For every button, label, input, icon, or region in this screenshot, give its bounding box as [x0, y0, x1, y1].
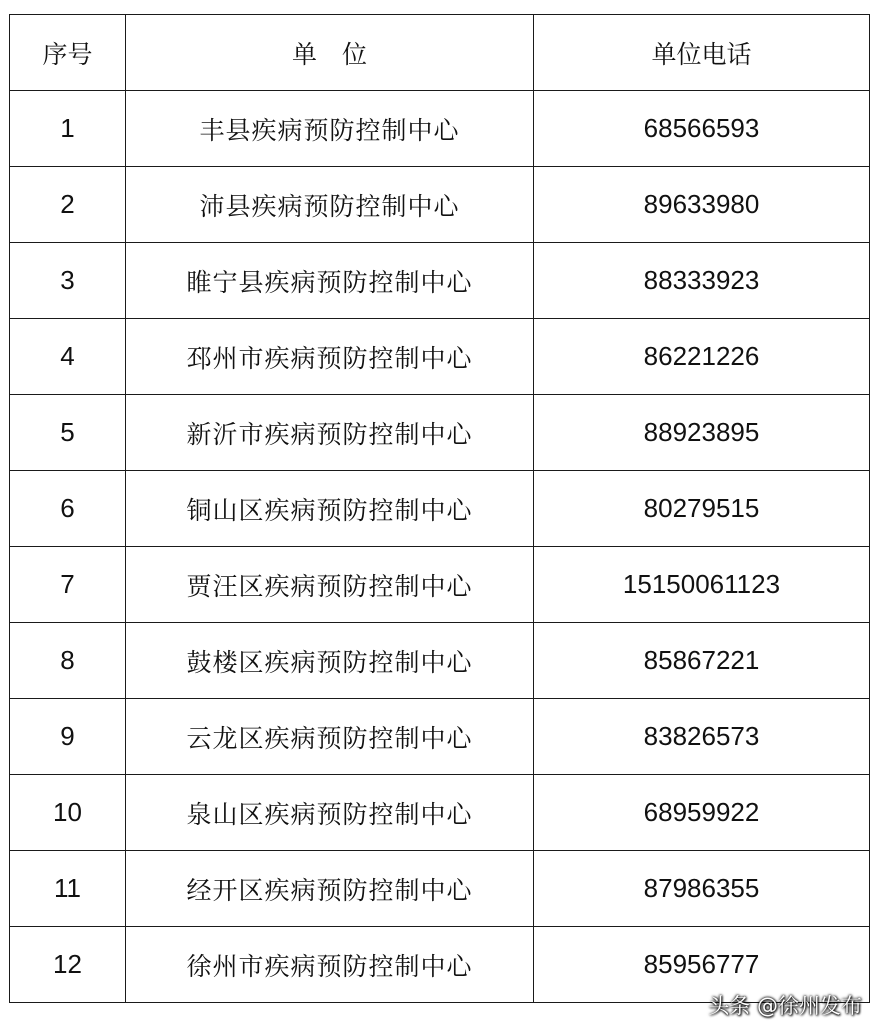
table-row [10, 243, 870, 319]
contact-table-container [9, 14, 869, 1003]
table-row [10, 395, 870, 471]
cell-serial: 9 [10, 699, 126, 775]
cell-unit-name: 鼓楼区疾病预防控制中心 [126, 623, 534, 699]
cell-serial: 12 [10, 927, 126, 1003]
cell-serial: 4 [10, 319, 126, 395]
cell-serial: 8 [10, 623, 126, 699]
cell-unit-name: 铜山区疾病预防控制中心 [126, 471, 534, 547]
cell-phone: 85956777 [534, 927, 870, 1003]
cell-unit-name: 丰县疾病预防控制中心 [126, 91, 534, 167]
cell-phone: 85867221 [534, 623, 870, 699]
cell-unit-name: 贾汪区疾病预防控制中心 [126, 547, 534, 623]
table-row [10, 699, 870, 775]
watermark-text: 头条 @徐州发布 [708, 994, 862, 1018]
table-row [10, 623, 870, 699]
cell-unit-name: 泉山区疾病预防控制中心 [126, 775, 534, 851]
table-row [10, 471, 870, 547]
cell-unit-name: 睢宁县疾病预防控制中心 [126, 243, 534, 319]
table-header-row [10, 15, 870, 91]
table-row [10, 775, 870, 851]
cell-phone: 87986355 [534, 851, 870, 927]
cell-serial: 7 [10, 547, 126, 623]
cell-phone: 86221226 [534, 319, 870, 395]
cell-serial: 11 [10, 851, 126, 927]
cell-phone: 88333923 [534, 243, 870, 319]
cell-unit-name: 云龙区疾病预防控制中心 [126, 699, 534, 775]
table-row [10, 167, 870, 243]
table-row [10, 547, 870, 623]
table-row [10, 851, 870, 927]
cell-unit-name: 新沂市疾病预防控制中心 [126, 395, 534, 471]
table-row [10, 91, 870, 167]
header-serial: 序号 [10, 15, 126, 91]
cell-phone: 80279515 [534, 471, 870, 547]
cell-phone: 89633980 [534, 167, 870, 243]
header-phone: 单位电话 [534, 15, 870, 91]
cell-phone: 15150061123 [534, 547, 870, 623]
cell-serial: 1 [10, 91, 126, 167]
cell-phone: 88923895 [534, 395, 870, 471]
cell-phone: 68566593 [534, 91, 870, 167]
cell-phone: 83826573 [534, 699, 870, 775]
header-unit: 单 位 [126, 15, 534, 91]
cell-unit-name: 邳州市疾病预防控制中心 [126, 319, 534, 395]
cell-serial: 2 [10, 167, 126, 243]
cell-serial: 6 [10, 471, 126, 547]
cell-serial: 5 [10, 395, 126, 471]
cell-phone: 68959922 [534, 775, 870, 851]
cell-serial: 3 [10, 243, 126, 319]
table-row [10, 319, 870, 395]
cdc-contact-table [9, 14, 870, 1003]
cell-unit-name: 徐州市疾病预防控制中心 [126, 927, 534, 1003]
cell-unit-name: 沛县疾病预防控制中心 [126, 167, 534, 243]
table-body [10, 91, 870, 1003]
cell-serial: 10 [10, 775, 126, 851]
cell-unit-name: 经开区疾病预防控制中心 [126, 851, 534, 927]
